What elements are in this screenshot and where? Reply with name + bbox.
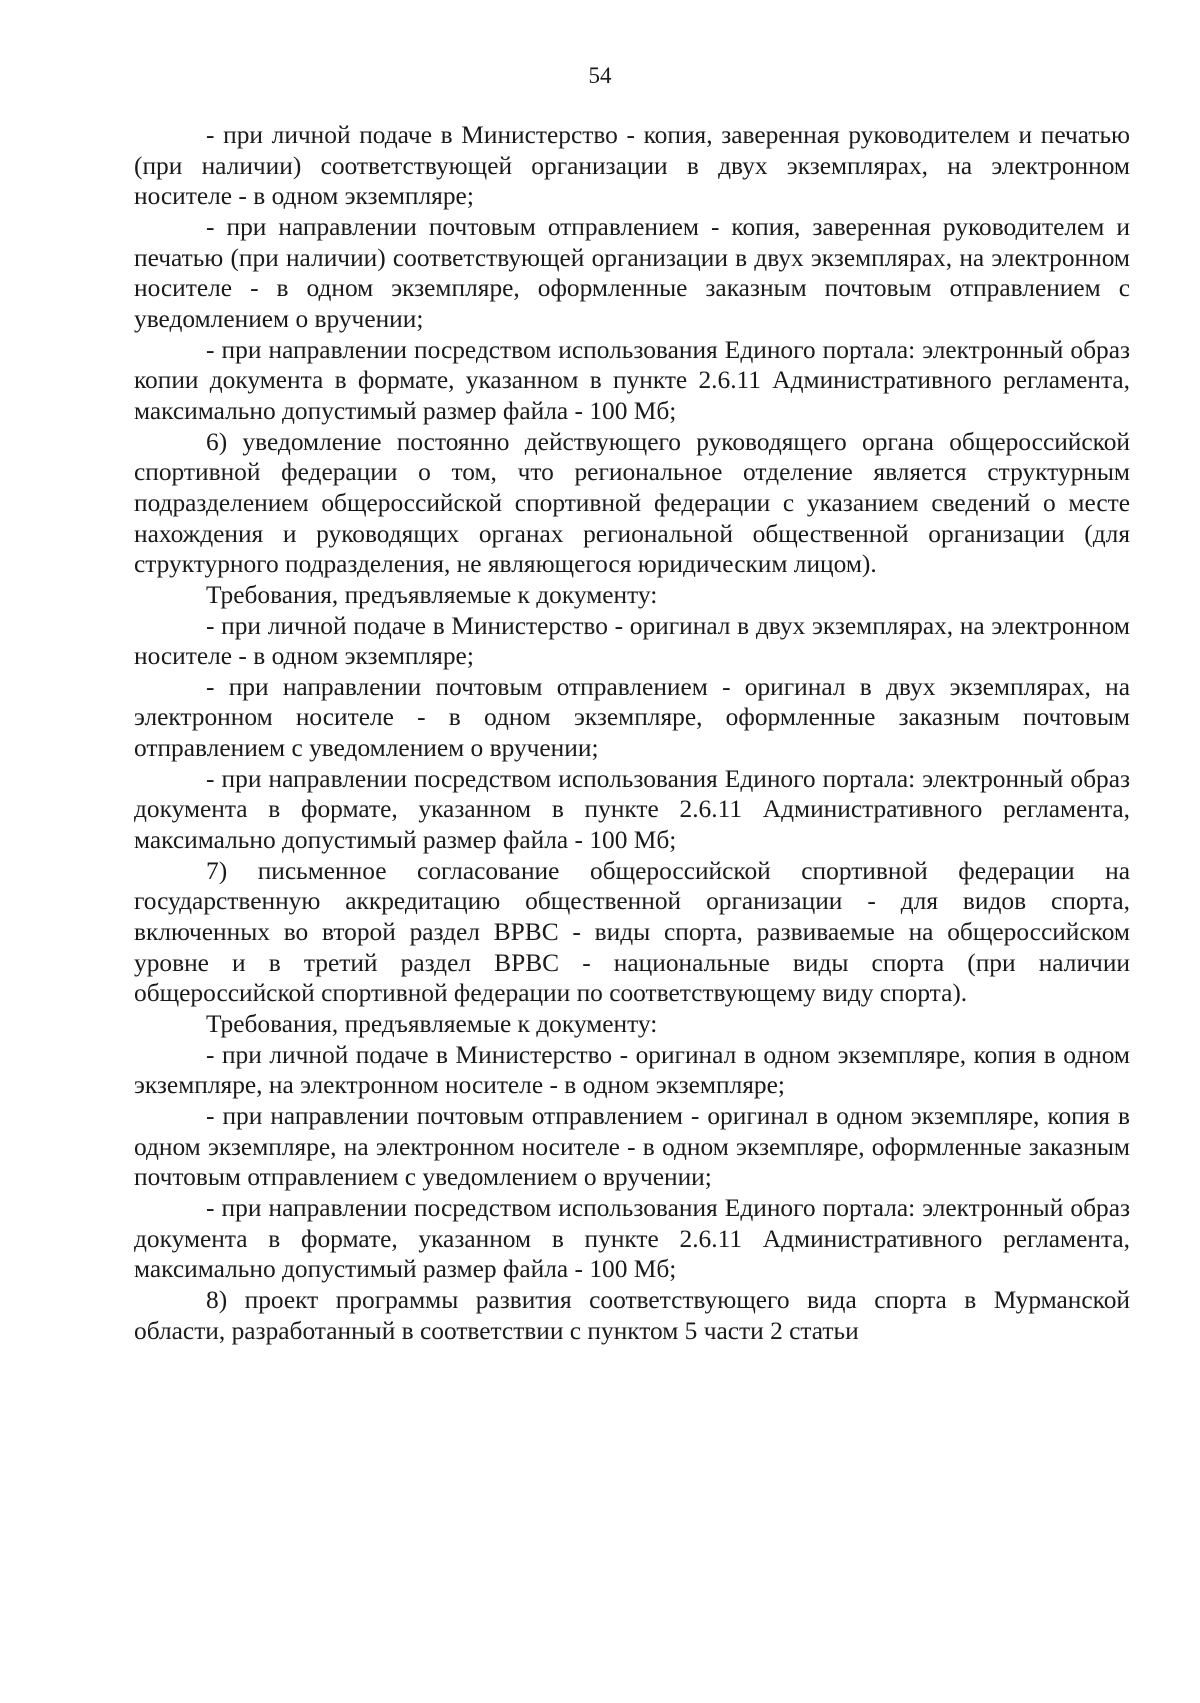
paragraph-4: 6) уведомление постоянно действующего руководящего органа общероссийской спортивной федерации о том, что региональное отделение является структурным подразделением общероссийской спортивной федерации с указанием сведений о месте нахождения и руководящих органах региональной общественной организации (для структурного подразделения, не являющегося юридическим лицом). — [134, 427, 1130, 579]
paragraph-6: - при личной подаче в Министерство - оригинал в двух экземплярах, на электронном носителе - в одном экземпляре; — [134, 611, 1130, 671]
paragraph-10: Требования, предъявляемые к документу: — [206, 1010, 658, 1039]
paragraph-5: Требования, предъявляемые к документу: — [206, 580, 658, 609]
document-body — [134, 120, 1130, 1346]
paragraph-9: 7) письменное согласование общероссийской спортивной федерации на государственную аккредитацию общественной организации - для видов спорта, включенных во второй раздел ВРВС - виды спорта, развиваемые на общероссийском уровне и в третий раздел ВРВС - национальные виды спорта (при наличии общероссийской спортивной федерации по соответствующему виду спорта). — [134, 856, 1130, 1008]
paragraph-1: - при личной подаче в Министерство - копия, заверенная руководителем и печатью (при наличии) соответствующей организации в двух экземплярах, на электронном носителе - в одном экземпляре; — [134, 121, 1130, 211]
paragraph-11: - при личной подаче в Министерство - оригинал в одном экземпляре, копия в одном экземпляре, на электронном носителе - в одном экземпляре; — [134, 1040, 1130, 1100]
paragraph-3: - при направлении посредством использования Единого портала: электронный образ копии документа в формате, указанном в пункте 2.6.11 Административного регламента, максимально допустимый размер файла - 100 Мб; — [134, 335, 1130, 425]
paragraph-7: - при направлении почтовым отправлением - оригинал в двух экземплярах, на электронном носителе - в одном экземпляре, оформленные заказным почтовым отправлением с уведомлением о вручении; — [134, 672, 1130, 763]
paragraph-14: 8) проект программы развития соответствующего вида спорта в Мурманской области, разработанный в соответствии с пунктом 5 части 2 статьи — [134, 1285, 1130, 1345]
paragraph-8: - при направлении посредством использования Единого портала: электронный образ документа в формате, указанном в пункте 2.6.11 Административного регламента, максимально допустимый размер файла - 100 Мб; — [134, 764, 1130, 855]
paragraph-2: - при направлении почтовым отправлением - копия, заверенная руководителем и печатью (при наличии) соответствующей организации в двух экземплярах, на электронном носителе - в одном экземпляре, оформленные заказным почтовым отправлением с уведомлением о вручении; — [134, 212, 1130, 333]
paragraph-13: - при направлении посредством использования Единого портала: электронный образ документа в формате, указанном в пункте 2.6.11 Административного регламента, максимально допустимый размер файла - 100 Мб; — [134, 1193, 1130, 1284]
paragraph-12: - при направлении почтовым отправлением - оригинал в одном экземпляре, копия в одном экземпляре, на электронном носителе - в одном экземпляре, оформленные заказным почтовым отправлением с уведомлением о вручении; — [134, 1102, 1130, 1192]
page-number: 54 — [588, 63, 612, 88]
